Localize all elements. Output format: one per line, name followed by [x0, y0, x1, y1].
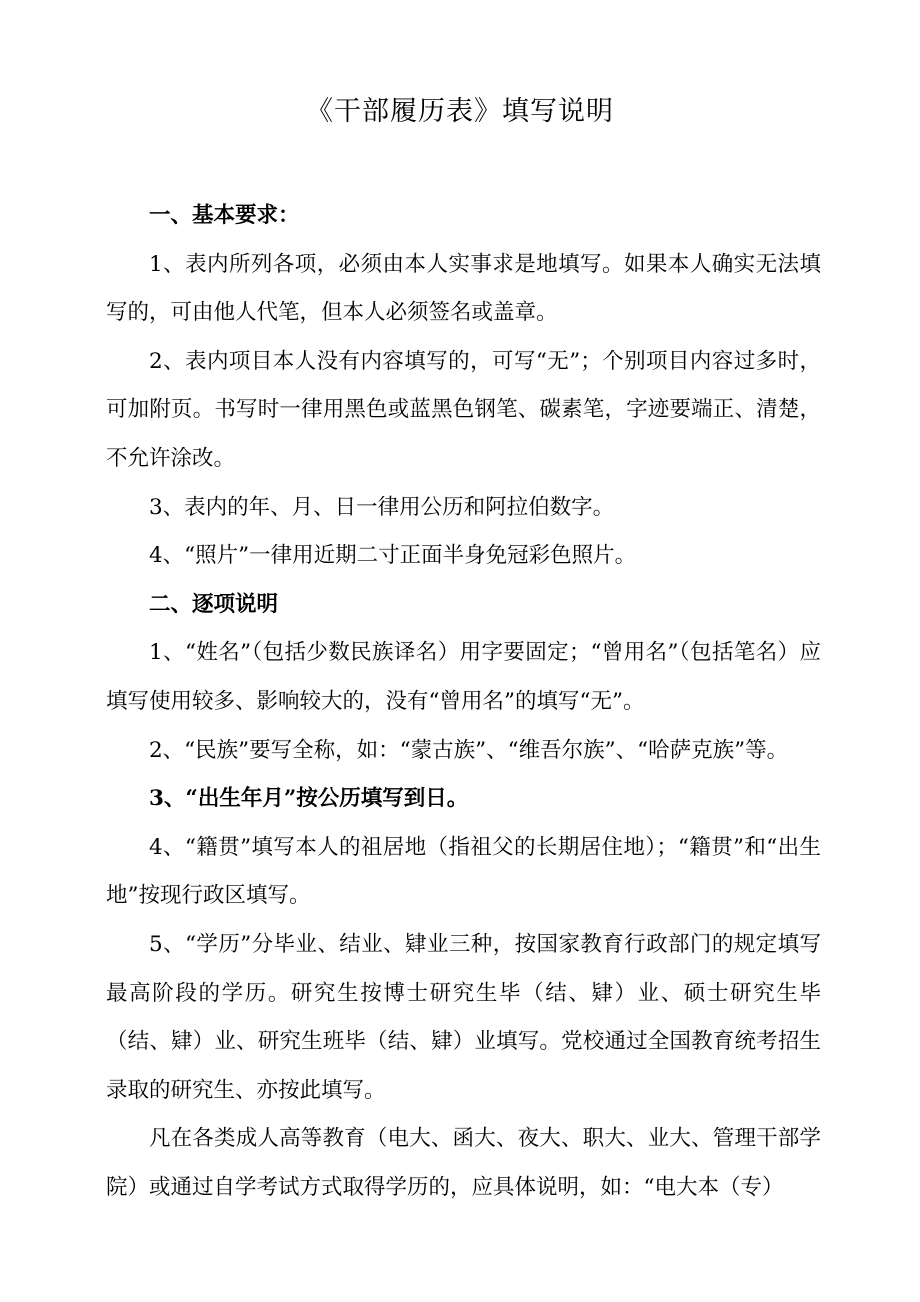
document-body: [106, 192, 821, 1212]
paragraph-basic-4: 4、“照片”一律用近期二寸正面半身免冠彩色照片。: [149, 543, 637, 569]
document-title: 《干部履历表》填写说明: [306, 96, 614, 127]
paragraph-item-2: 2、“民族”要写全称，如：“蒙古族”、“维吾尔族”、“哈萨克族”等。: [149, 737, 789, 763]
paragraph-basic-3: 3、表内的年、月、日一律用公历和阿拉伯数字。: [149, 494, 615, 520]
paragraph-item-4: 4、“籍贯”填写本人的祖居地（指祖父的长期居住地）；“籍贯”和“出生地”按现行政区填写。: [106, 834, 821, 909]
paragraph-item-3: 3、“出生年月”按公历填写到日。: [149, 786, 469, 812]
section-heading-basic-requirements: 一、基本要求：: [149, 203, 300, 228]
paragraph-basic-1: 1、表内所列各项，必须由本人实事求是地填写。如果本人确实无法填写的，可由他人代笔，但本人必须签名或盖章。: [106, 251, 821, 326]
paragraph-item-1: 1、“姓名”（包括少数民族译名）用字要固定；“曾用名”（包括笔名）应填写使用较多、影响较大的，没有“曾用名”的填写“无”。: [106, 640, 821, 714]
paragraph-basic-2: 2、表内项目本人没有内容填写的，可写“无”；个别项目内容过多时，可加附页。书写时一律用黑色或蓝黑色钢笔、碳素笔，字迹要端正、清楚，不允许涂改。: [106, 348, 821, 471]
section-heading-item-notes: 二、逐项说明: [149, 591, 279, 617]
paragraph-item-5-continued: 凡在各类成人高等教育（电大、函大、夜大、职大、业大、管理干部学院）或通过自学考试方式取得学历的，应具体说明，如：“电大本（专）: [106, 1126, 821, 1200]
paragraph-item-5: 5、“学历”分毕业、结业、肄业三种，按国家教育行政部门的规定填写最高阶段的学历。研究生按博士研究生毕（结、肄）业、硕士研究生毕（结、肄）业、研究生班毕（结、肄）业填写。党校通过全国教育统考招生录取的研究生、亦按此填写。: [106, 931, 821, 1103]
